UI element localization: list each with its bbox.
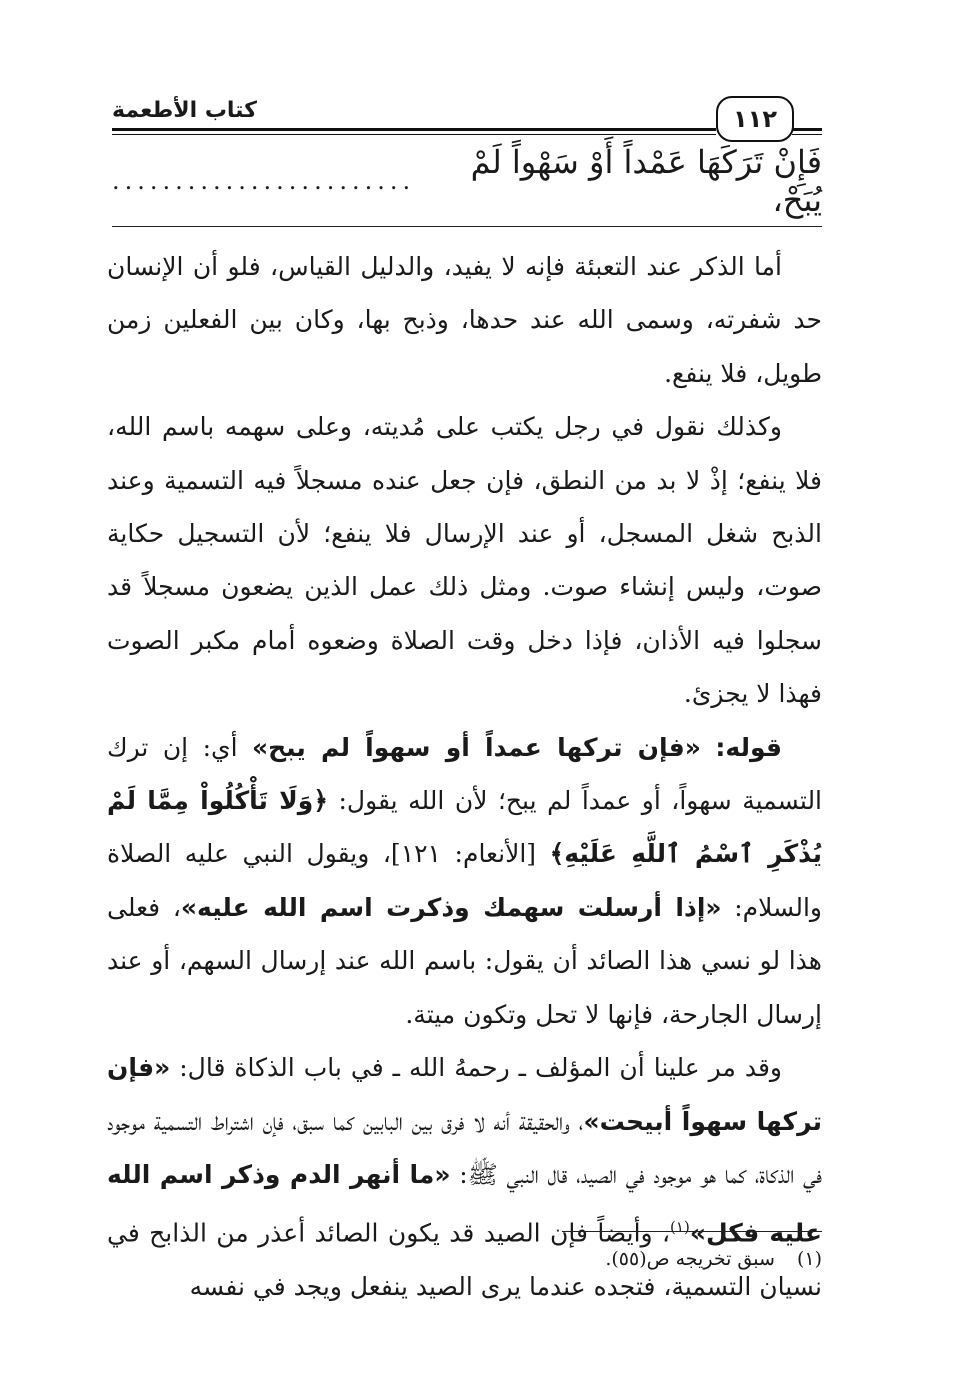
footnote <box>400 1244 822 1274</box>
matn-line <box>112 143 822 219</box>
matn-dots: ........................ <box>112 167 416 195</box>
matn-divider <box>112 226 822 227</box>
book-title: كتاب الأطعمة <box>112 98 257 123</box>
footnote-number: (١) <box>796 1248 822 1270</box>
paragraph-3: قوله: «فإن تركها عمداً أو سهواً لم يبح» أي: إن ترك التسمية سهواً، أو عمداً لم يبح؛ لأن الله يقول: ﴿وَلَا تَأْكُلُواْ مِمَّا لَمْ يُذْكَرِ ٱسْمُ ٱللَّهِ عَلَيْهِ﴾ [الأنعام: ١٢١]، ويقول النبي عليه الصلاة والسلام: «إذا أرسلت سهمك وذكرت اسم الله عليه»، فعلى هذا لو نسي هذا الصائد أن يقول: باسم الله عند إرسال السهم، أو عند إرسال الجارحة، فإنها لا تحل وتكون ميتة. <box>107 732 823 1029</box>
footnote-divider <box>562 1231 822 1232</box>
hadith-quote-2: «ما أنهر الدم وذكر اسم الله عليه فكل» <box>107 1159 822 1248</box>
matn-text: فَإِنْ تَرَكَهَا عَمْداً أَوْ سَهْواً لَمْ يُبَحْ، <box>470 143 822 219</box>
hadith-quote: «إذا أرسلت سهمك وذكرت اسم الله عليه» <box>180 892 722 922</box>
paragraph-2: وكذلك نقول في رجل يكتب على مُديته، وعلى سهمه باسم الله، فلا ينفع؛ إذْ لا بد من النطق، فإن جعل عنده مسجلاً فيه التسمية وعند الذبح شغل المسجل، أو عند الإرسال فلا ينفع؛ لأن التسجيل حكاية صوت، وليس إنشاء صوت. ومثل ذلك عمل الذين يضعون مسجلاً قد سجلوا فيه الأذان، فإذا دخل وقت الصلاة وضعوه أمام مكبر الصوت فهذا لا يجزئ. <box>107 412 822 709</box>
quran-verse: ﴿وَلَا تَأْكُلُواْ مِمَّا لَمْ يُذْكَرِ ٱسْمُ ٱللَّهِ عَلَيْهِ﴾ <box>107 786 822 869</box>
qawluhu-label: قوله: <box>715 732 782 762</box>
page-number: ١١٢ <box>716 96 794 142</box>
matn-quote: «فإن تركها عمداً أو سهواً لم يبح» <box>251 732 701 762</box>
paragraph-1: أما الذكر عند التعبئة فإنه لا يفيد، والدليل القياس، فلو أن الإنسان حد شفرته، وسمى الله عند حدها، وذبح بها، وكان بين الفعلين زمن طويل، فلا ينفع. <box>107 252 822 388</box>
page-header <box>112 92 822 142</box>
matn-quote-2: «فإن تركها سهواً أبيحت» <box>107 1053 823 1136</box>
commentary-body <box>107 240 822 1313</box>
header-rule-right <box>792 128 822 131</box>
footnote-ref[interactable]: (١) <box>670 1218 690 1237</box>
header-rule-right-thin <box>792 134 822 135</box>
footnote-text: سبق تخريجه ص(٥٥). <box>605 1248 775 1270</box>
header-rule <box>112 128 716 131</box>
paragraph-4: وقد مر علينا أن المؤلف ـ رحمهُ الله ـ في باب الذكاة قال: «فإن تركها سهواً أبيحت»، والحقيقة أنه لا فرق بين البابين كما سبق، فإن اشتراط التسمية موجود في الذكاة، كما هو موجود في الصيد، قال النبي ﷺ: «ما أنهر الدم وذكر اسم الله عليه فكل»$^{(١)}$، وأيضاً فإن الصيد قد يكون الصائد أعذر من الذابح في نسيان التسمية، فتجده عندما يرى الصيد ينفعل ويجد في نفسه <box>107 1053 823 1302</box>
header-rule-thin <box>112 134 716 135</box>
